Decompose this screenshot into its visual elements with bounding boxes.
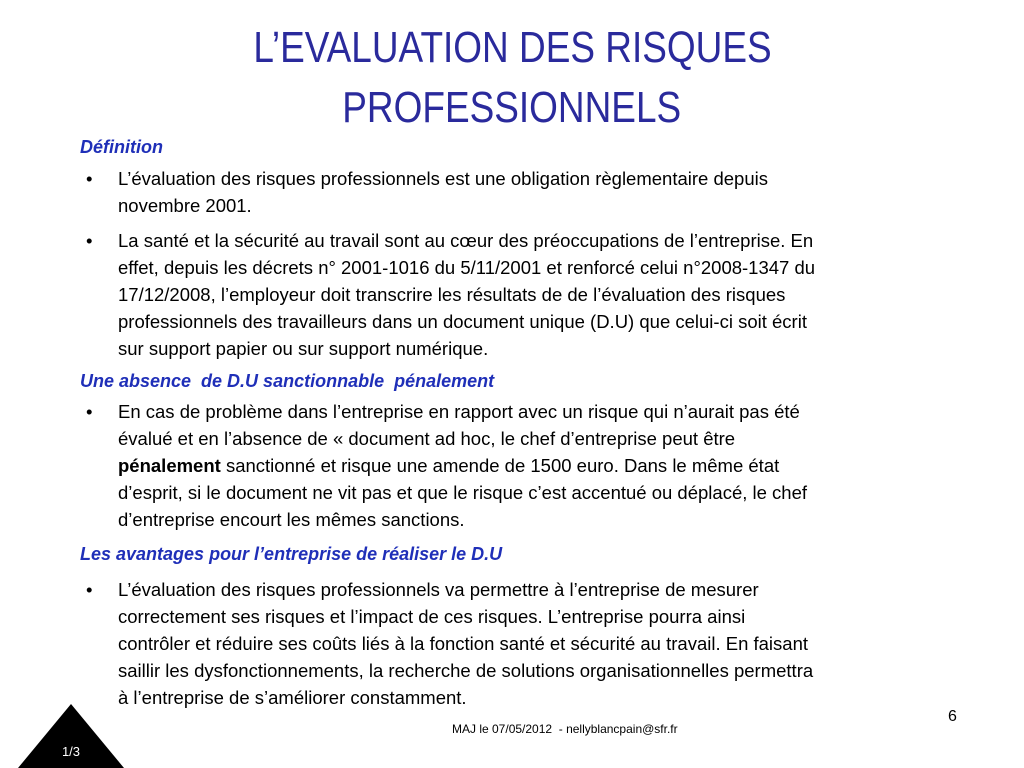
corner-navigation-triangle[interactable]: [18, 704, 124, 768]
slide-title-line-2: [0, 78, 1024, 138]
bullet-line: [118, 452, 1000, 479]
section-heading-definition: Définition: [80, 137, 163, 157]
bullet-item: [80, 398, 1000, 533]
bullet-line: effet, depuis les décrets n° 2001-1016 du 5/11/2001 et renforcé celui n°2008-1347 du: [118, 257, 816, 278]
bullet-marker: •: [86, 579, 93, 600]
bullet-line: saillir les dysfonctionnements, la recherche de solutions organisationnelles permettra: [118, 660, 814, 681]
slide-title-line-1-text: L’EVALUATION DES RISQUES: [252, 23, 772, 72]
bullet-line: à l’entreprise de s’améliorer constamment.: [118, 687, 467, 708]
bullet-line: sur support papier ou sur support numérique.: [118, 338, 489, 359]
bullet-line: correctement ses risques et l’impact de ces risques. L’entreprise pourra ainsi: [118, 606, 746, 627]
slide-body: [80, 134, 1000, 711]
corner-page-label: 1/3: [61, 744, 81, 759]
bullet-line: professionnels des travailleurs dans un document unique (D.U) que celui-ci soit écrit: [118, 311, 807, 332]
section-heading-avantages: Les avantages pour l’entreprise de réaliser le D.U: [80, 544, 503, 564]
bold-term: pénalement: [118, 455, 221, 476]
bullet-marker: •: [86, 230, 93, 251]
bullet-line: 17/12/2008, l’employeur doit transcrire les résultats de de l’évaluation des risques: [118, 284, 786, 305]
bullet-line: novembre 2001.: [118, 195, 252, 216]
bullet-item: [80, 227, 1000, 362]
bullet-line: La santé et la sécurité au travail sont au cœur des préoccupations de l’entreprise. En: [118, 230, 814, 251]
bullet-line: contrôler et réduire ses coûts liés à la fonction santé et sécurité au travail. En faisant: [118, 633, 809, 654]
footer-text: MAJ le 07/05/2012 - nellyblancpain@sfr.fr: [452, 722, 678, 736]
slide-title-line-1: [0, 18, 1024, 78]
bullet-line: d’entreprise encourt les mêmes sanctions.: [118, 509, 465, 530]
bullet-line: L’évaluation des risques professionnels va permettre à l’entreprise de mesurer: [118, 579, 759, 600]
bullet-line: d’esprit, si le document ne vit pas et que le risque c’est accentué ou déplacé, le chef: [118, 482, 808, 503]
bullet-item: [80, 576, 1000, 711]
bullet-marker: •: [86, 168, 93, 189]
bullet-line-rest: sanctionné et risque une amende de 1500 euro. Dans le même état: [220, 455, 780, 476]
bullet-item: [80, 165, 1000, 219]
bullet-line: En cas de problème dans l’entreprise en rapport avec un risque qui n’aurait pas été: [118, 401, 800, 422]
bullet-line: L’évaluation des risques professionnels est une obligation règlementaire depuis: [118, 168, 768, 189]
bullet-line: évalué et en l’absence de « document ad hoc, le chef d’entreprise peut être: [118, 428, 736, 449]
slide-title: [0, 18, 1024, 138]
bullet-marker: •: [86, 401, 93, 422]
slide-title-line-2-text: PROFESSIONNELS: [342, 83, 682, 132]
page-number: 6: [948, 708, 957, 725]
section-heading-absence-du: Une absence de D.U sanctionnable pénalement: [80, 371, 495, 391]
